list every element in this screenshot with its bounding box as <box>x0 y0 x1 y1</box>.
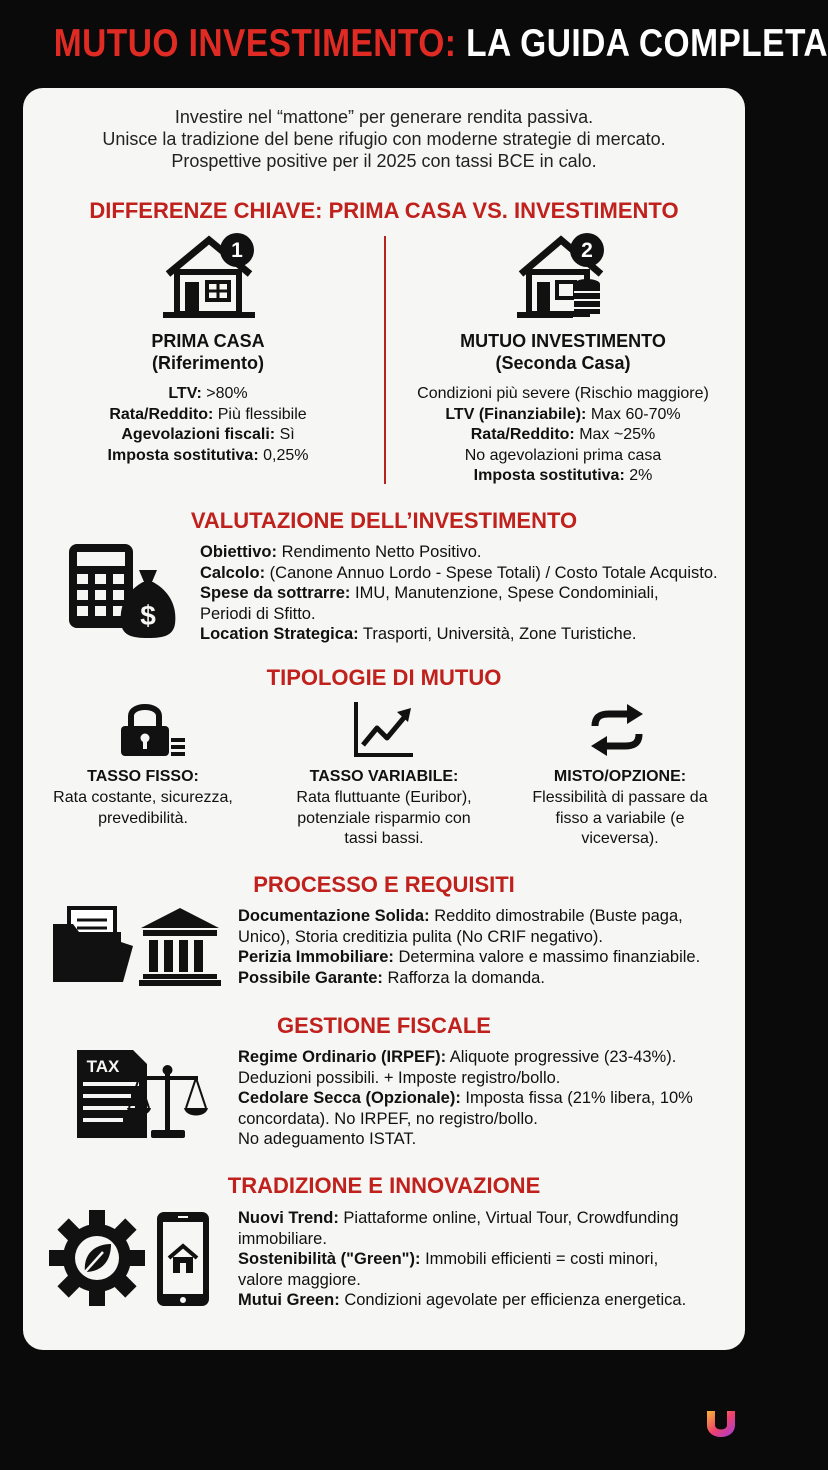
detail-row: No agevolazioni prima casa <box>464 446 662 464</box>
money-bag-icon <box>119 568 177 640</box>
innovation-details <box>238 1208 686 1311</box>
detail-row: Rata/Reddito: Più flessibile <box>109 405 307 423</box>
detail-row: Imposta sostitutiva: 2% <box>473 467 653 484</box>
text-line: valore maggiore. <box>238 1270 361 1289</box>
mixed-rate-description: Flessibilità di passare da fisso a variabile (e viceversa). <box>532 789 708 847</box>
intro-line: Unisce la tradizione del bene rifugio con moderne strategie di mercato. <box>102 129 666 149</box>
process-details <box>238 906 700 988</box>
text-line: Regime Ordinario (IRPEF): Aliquote progressive (23-43%). <box>238 1048 677 1066</box>
intro-text <box>23 106 745 172</box>
badge-2-number: 2 <box>581 239 593 262</box>
process-heading: PROCESSO E REQUISITI <box>253 872 515 897</box>
text-line: immobiliare. <box>238 1229 327 1248</box>
text-line: No adeguamento ISTAT. <box>238 1130 417 1148</box>
badge-1-icon <box>219 232 255 268</box>
brand-logo-icon <box>703 1405 739 1441</box>
detail-row: Rata/Reddito: Max ~25% <box>470 426 656 443</box>
text-line: Sostenibilità ("Green"): Immobili efficienti = costi minori, <box>238 1250 659 1268</box>
detail-row: LTV (Finanziabile): Max 60-70% <box>445 405 681 423</box>
text-line: Spese da sottrarre: IMU, Manutenzione, Spese Condominiali, <box>200 584 659 602</box>
variable-rate-title: TASSO VARIABILE: <box>309 768 459 785</box>
text-line: Nuovi Trend: Piattaforme online, Virtual Tour, Crowdfunding <box>238 1209 679 1227</box>
tax-heading: GESTIONE FISCALE <box>277 1013 491 1038</box>
text-line: Cedolare Secca (Opzionale): Imposta fissa (21% libera, 10% <box>238 1089 693 1107</box>
scale-icon <box>125 1064 209 1144</box>
differences-heading: DIFFERENZE CHIAVE: PRIMA CASA VS. INVESTIMENTO <box>89 198 679 223</box>
chart-up-icon <box>353 700 415 758</box>
text-line: Unico), Storia creditizia pulita (No CRIF negativo). <box>238 927 603 946</box>
badge-2-icon <box>569 232 605 268</box>
text-line: Deduzioni possibili. + Imposte registro/bollo. <box>238 1068 561 1087</box>
intro-line: Investire nel “mattone” per generare rendita passiva. <box>174 107 594 127</box>
tax-details <box>238 1047 693 1150</box>
column-divider <box>384 236 386 484</box>
first-home-subtitle: (Riferimento) <box>152 353 264 373</box>
first-home-title <box>53 330 363 374</box>
detail-row: LTV: >80% <box>168 385 248 402</box>
evaluation-heading: VALUTAZIONE DELL’INVESTIMENTO <box>190 508 578 533</box>
badge-1-number: 1 <box>231 239 243 262</box>
folder-documents-icon <box>51 906 135 984</box>
detail-row: Agevolazioni fiscali: Sì <box>121 426 295 443</box>
title-part-2: LA GUIDA COMPLETA <box>466 22 828 65</box>
investment-title <box>403 330 723 374</box>
content-card <box>23 88 745 1350</box>
text-line: Mutui Green: Condizioni agevolate per efficienza energetica. <box>238 1291 687 1309</box>
fixed-rate-title: TASSO FISSO: <box>87 768 199 785</box>
text-line: Location Strategica: Trasporti, Università, Zone Turistiche. <box>200 625 637 643</box>
swap-arrows-icon <box>587 704 647 756</box>
text-line: concordata). No IRPEF, no registro/bollo. <box>238 1109 538 1128</box>
mixed-rate-title: MISTO/OPZIONE: <box>553 768 687 785</box>
first-home-title-text: PRIMA CASA <box>151 331 265 351</box>
text-line: Calcolo: (Canone Annuo Lordo - Spese Totali) / Costo Totale Acquisto. <box>200 563 718 582</box>
page-title <box>53 22 828 66</box>
types-heading: TIPOLOGIE DI MUTUO <box>266 665 502 690</box>
dollar-sign: $ <box>140 600 156 631</box>
bank-icon <box>139 906 221 986</box>
evaluation-details <box>200 542 718 645</box>
text-line: Periodi di Sfitto. <box>200 604 316 623</box>
tax-label: TAX <box>86 1057 120 1076</box>
text-line: Documentazione Solida: Reddito dimostrabile (Buste paga, <box>238 907 683 925</box>
investment-details <box>393 384 733 487</box>
lock-icon <box>119 700 187 758</box>
detail-row: Imposta sostitutiva: 0,25% <box>107 446 309 464</box>
first-home-details <box>53 384 363 466</box>
fixed-rate-description: Rata costante, sicurezza, prevedibilità. <box>53 789 233 827</box>
intro-line: Prospettive positive per il 2025 con tassi BCE in calo. <box>171 151 597 171</box>
investment-subtitle: (Seconda Casa) <box>495 353 631 373</box>
gear-leaf-icon <box>49 1210 145 1306</box>
text-line: Possibile Garante: Rafforza la domanda. <box>238 968 545 987</box>
variable-rate-description: Rata fluttuante (Euribor), potenziale risparmio con tassi bassi. <box>296 789 472 847</box>
innovation-heading: TRADIZIONE E INNOVAZIONE <box>227 1173 541 1198</box>
investment-title-text: MUTUO INVESTIMENTO <box>460 331 666 351</box>
text-line: Perizia Immobiliare: Determina valore e massimo finanziabile. <box>238 948 701 966</box>
smartphone-home-icon <box>155 1210 211 1308</box>
text-line: Obiettivo: Rendimento Netto Positivo. <box>200 543 482 561</box>
investment-note: Condizioni più severe (Rischio maggiore) <box>417 385 709 402</box>
title-part-1: MUTUO INVESTIMENTO: <box>53 22 457 65</box>
